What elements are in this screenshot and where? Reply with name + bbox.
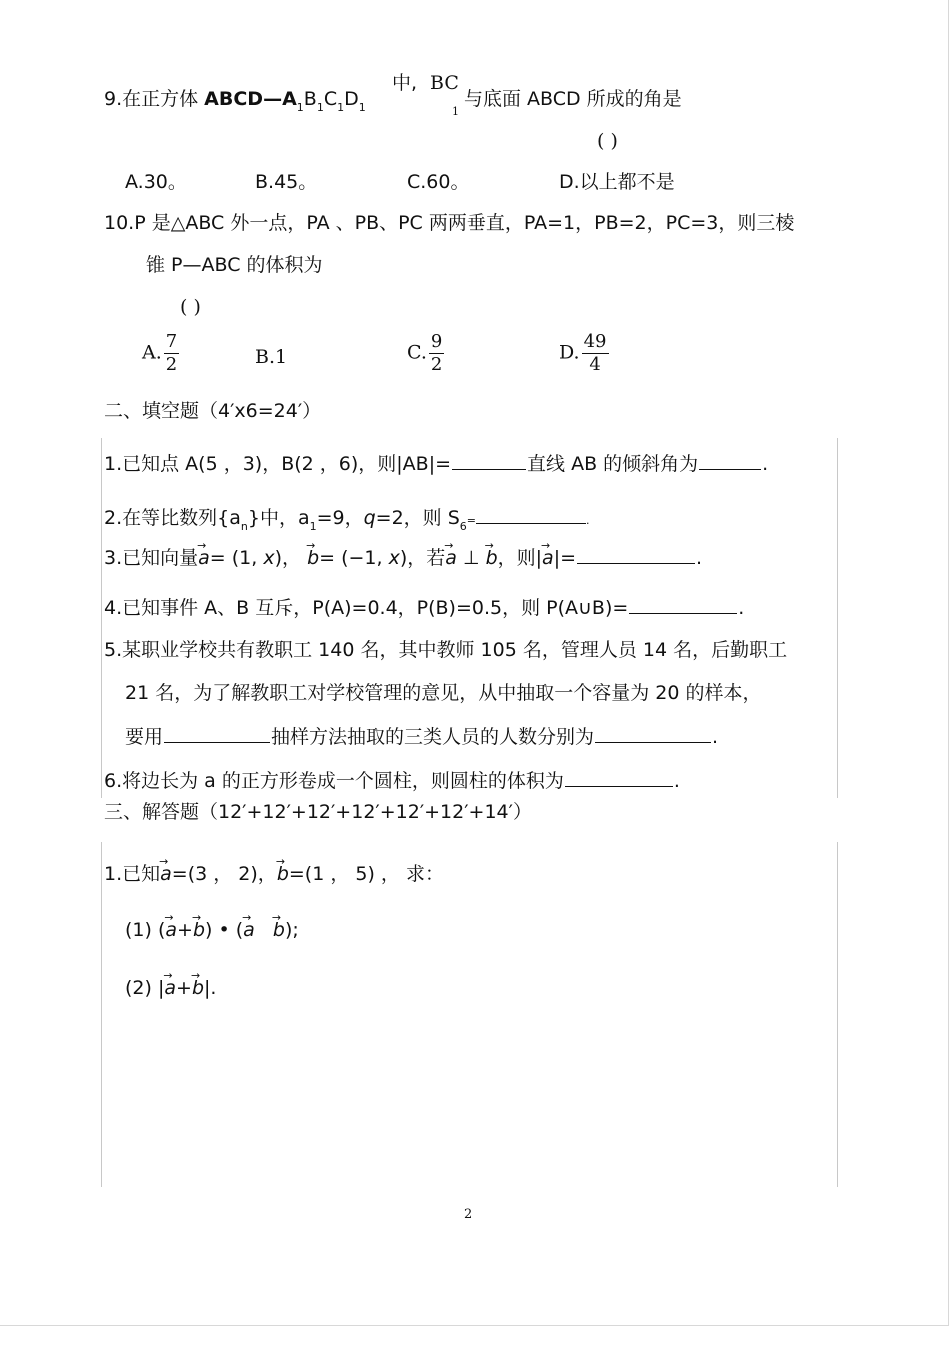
question-9-option-b: B.45。 bbox=[255, 171, 318, 193]
answer-blank[interactable] bbox=[577, 545, 695, 564]
fraction: $\frac{9}{2}$ bbox=[430, 331, 443, 375]
question-10-option-d: D. $\frac{49}{4}$ bbox=[559, 331, 607, 375]
page-number: 2 bbox=[464, 1207, 473, 1222]
fill-question-6: 6.将边长为 a 的正方形卷成一个圆柱，则圆柱的体积为 . bbox=[104, 770, 680, 792]
answer-blank[interactable] bbox=[595, 724, 711, 743]
answer-blank[interactable] bbox=[565, 768, 673, 787]
fill-question-5-line-1: 5.某职业学校共有教职工 140 名，其中教师 105 名，管理人员 14 名，后勤职工 bbox=[104, 639, 788, 661]
fill-question-3: 3.已知向量→ a= (1, x)， → b= (−1, x)，若→ a ⊥ → b，则|→ a|= . bbox=[104, 545, 702, 570]
question-9-stem: 9.在正方体 $ABCD—A_1B_1C_1D_1$ bbox=[104, 88, 366, 114]
solve-question-1-part-2: (2) |→ a+→ b|. bbox=[125, 976, 216, 1000]
answer-blank[interactable] bbox=[476, 511, 586, 524]
question-10-line-2: 锥 P—ABC 的体积为 bbox=[146, 254, 323, 276]
question-10-option-a: A. $\frac{7}{2}$ bbox=[142, 331, 178, 375]
answer-blank[interactable] bbox=[699, 451, 761, 470]
fraction: $\frac{7}{2}$ bbox=[165, 331, 178, 375]
solve-question-1-part-1: (1) (→ a+→ b) • (→ a → b); bbox=[125, 918, 299, 942]
question-9-answer-paren: ( ) bbox=[597, 130, 618, 152]
fill-question-5-line-2: 21 名，为了解教职工对学校管理的意见，从中抽取一个容量为 20 的样本， bbox=[125, 682, 762, 704]
fill-question-2: 2.在等比数列$\{a_n\}$中，$a_1=9$，q=2，则 $S_6=$ . bbox=[104, 507, 590, 533]
fill-question-1: 1.已知点 A(5 ，3)，B(2 ，6)，则|AB|= 直线 AB 的倾斜角为 . bbox=[104, 453, 769, 475]
section-2-right-border bbox=[837, 438, 838, 798]
question-9-bc-sub: 1 bbox=[452, 105, 459, 118]
section-2-title: 二、填空题（4′x6=24′） bbox=[104, 400, 322, 422]
question-10-option-c: C. $\frac{9}{2}$ bbox=[407, 331, 443, 375]
question-9-zhong: 中, bbox=[392, 72, 418, 94]
section-3-left-border bbox=[101, 842, 102, 1187]
answer-blank[interactable] bbox=[452, 451, 526, 470]
fill-question-4: 4.已知事件 A、B 互斥，P(A)=0.4，P(B)=0.5，则 P(A∪B)= . bbox=[104, 597, 745, 619]
answer-blank[interactable] bbox=[629, 595, 737, 614]
question-10-answer-paren: ( ) bbox=[180, 296, 201, 318]
section-3-right-border bbox=[837, 842, 838, 1187]
answer-blank[interactable] bbox=[164, 724, 270, 743]
section-3-title: 三、解答题（12′+12′+12′+12′+12′+12′+14′） bbox=[104, 801, 532, 823]
question-9-suffix: 与底面 ABCD 所成的角是 bbox=[464, 88, 682, 110]
question-10-option-b: B.1 bbox=[255, 346, 288, 368]
question-9-option-c: C.60。 bbox=[407, 171, 470, 193]
question-9-option-a: A.30。 bbox=[125, 171, 187, 193]
question-9-option-d: D.以上都不是 bbox=[559, 171, 675, 193]
question-10-line-1: 10.P 是△ABC 外一点，PA 、PB、PC 两两垂直，PA=1，PB=2，PC=3，则三棱 bbox=[104, 212, 795, 234]
section-2-left-border bbox=[101, 438, 102, 798]
question-9-bc: BC bbox=[430, 72, 459, 94]
solve-question-1: 1.已知→ a=(3 ， 2)，→ b=(1 ， 5) ， 求： bbox=[104, 862, 444, 886]
fraction: $\frac{49}{4}$ bbox=[583, 331, 607, 375]
fill-question-5-line-3: 要用 抽样方法抽取的三类人员的人数分别为 . bbox=[125, 726, 719, 748]
